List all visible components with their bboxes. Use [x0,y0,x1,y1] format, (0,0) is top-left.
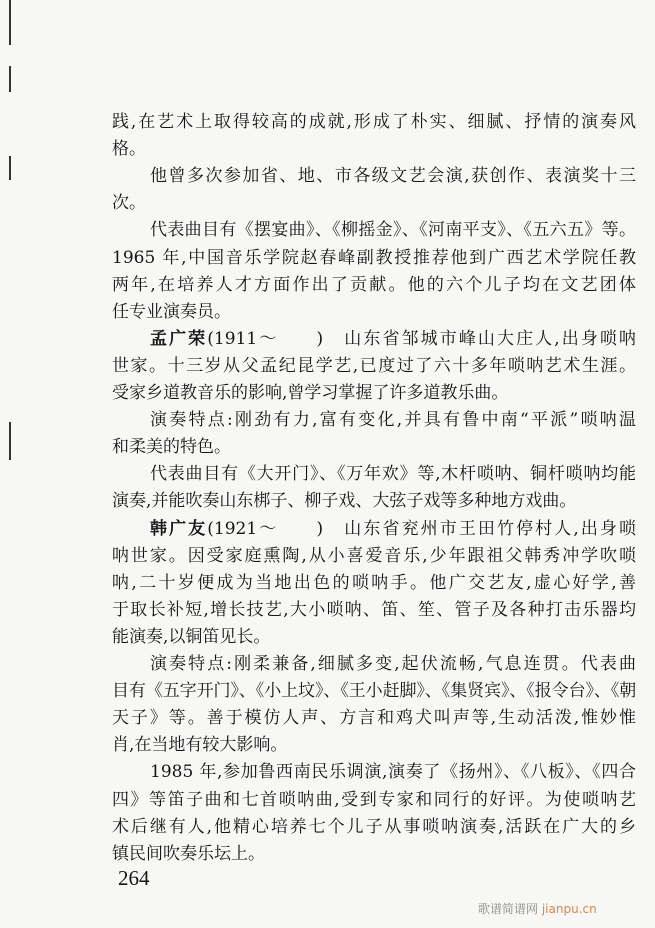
text-line: 1985 年,参加鲁西南民乐调演,演奏了《扬州》、《八板》、《四合 [150,762,636,783]
text-line: 韩广友(1921～ ) 山东省兖州市王田竹停村人,出身唢 [150,518,637,539]
scan-margin-mark [9,156,11,180]
text-line: 次。 [112,193,146,214]
text-line: 1965 年,中国音乐学院赵春峰副教授推荐他到广西艺术学院任教 [112,247,636,268]
text-line: 目有《五字开门》、《小上坟》、《王小赶脚》、《集贤宾》、《报令台》、《朝 [112,681,636,702]
watermark-en: jianpu.cn [541,902,597,916]
person-name: 韩广友 [150,518,208,539]
scan-margin-mark [9,0,11,45]
text-line: 格。 [112,139,146,160]
text-line: 于取长补短,增长技艺,大小唢呐、笛、笙、管子及各种打击乐器均 [112,599,636,620]
text-line: 演奏特点:刚劲有力,富有变化,并具有鲁中南“平派”唢呐温 [150,410,636,431]
text-line: 和柔美的特色。 [112,437,231,458]
watermark-cn: 歌谱简谱网 [478,902,539,916]
text-line: 孟广荣(1911～ ) 山东省邹城市峰山大庄人,出身唢呐 [150,328,637,349]
watermark [478,900,597,917]
text-line: 演奏,并能吹奏山东梆子、柳子戏、大弦子戏等多种地方戏曲。 [112,491,577,512]
text-line: 践,在艺术上取得较高的成就,形成了朴实、细腻、抒情的演奏风 [112,112,636,132]
text-line: 两年,在培养人才方面作出了贡献。他的六个儿子均在文艺团体 [112,274,636,295]
text-line: 四》等笛子曲和七首唢呐曲,受到专家和同行的好评。为使唢呐艺 [112,789,636,810]
text-line: 呐,二十岁便成为当地出色的唢呐手。他广交艺友,虚心好学,善 [112,572,636,593]
text-line: 演奏特点:刚柔兼备,细腻多变,起伏流畅,气息连贯。代表曲 [150,654,636,674]
page-number: 264 [118,866,150,890]
text-line: 世家。十三岁从父孟纪昆学艺,已度过了六十多年唢呐艺术生涯。 [112,355,636,376]
text-line: 代表曲目有《大开门》、《万年欢》等,木杆唢呐、铜杆唢呐均能 [150,464,636,485]
text-line: 镇民间吹奏乐坛上。 [112,843,265,864]
text-line: 代表曲目有《摆宴曲》、《柳摇金》、《河南平支》、《五六五》等。 [150,220,636,241]
text-line: 他曾多次参加省、地、市各级文艺会演,获创作、表演奖十三 [150,166,636,187]
text-line: 呐世家。因受家庭熏陶,从小喜爱音乐,少年跟祖父韩秀冲学吹唢 [112,545,636,566]
text-line: 能演奏,以铜笛见长。 [112,626,271,647]
text-line: 肖,在当地有较大影响。 [112,735,288,756]
text-line: 天子》等。善于模仿人声、方言和鸡犬叫声等,生动活泼,惟妙惟 [112,708,636,729]
text-line: 术后继有人,他精心培养七个儿子从事唢呐演奏,活跃在广大的乡 [112,816,636,837]
text-line: 受家乡道教音乐的影响,曾学习掌握了许多道教乐曲。 [112,383,509,403]
scan-margin-mark [9,66,11,92]
text-line: 任专业演奏员。 [112,301,231,322]
scan-margin-mark [9,422,11,460]
person-name: 孟广荣 [150,328,208,349]
